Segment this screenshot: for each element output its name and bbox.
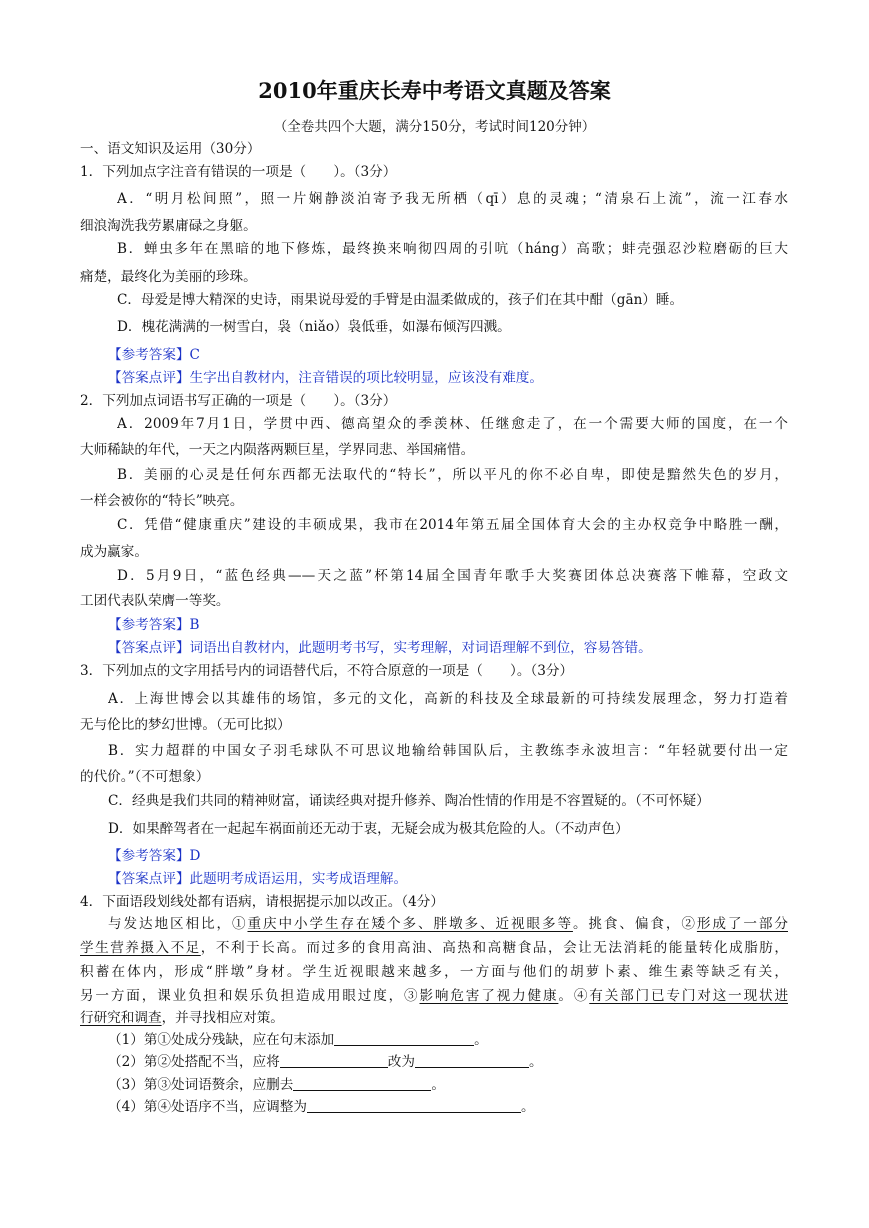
q4-passage-line1: 与发达地区相比，①重庆中小学生存在矮个多、胖墩多、近视眼多等。挑食、偏食，②形成了一部分 (108, 916, 788, 932)
q3-stem: 3．下列加点的文字用括号内的词语替代后，不符合原意的一项是（ ）。（3分） (80, 663, 574, 679)
answer-blank-3[interactable] (293, 1076, 431, 1091)
underlined-error-4a: 有关部门已专门对这一现状进 (589, 988, 788, 1004)
page-subtitle: （全卷共四个大题，满分150分，考试时间120分钟） (273, 119, 596, 135)
q2-option-c-line2: 成为赢家。 (80, 544, 148, 560)
q4-sub2: （2）第②处搭配不当，应将 改为 。 (108, 1054, 543, 1070)
q2-answer: 【参考答案】B (108, 617, 200, 633)
q1-option-a-line2: 细浪淘洗我劳累庸碌之身躯。 (80, 218, 257, 234)
underlined-error-2b: 学生营养摄入不足 (80, 940, 201, 956)
q2-option-a-line1: A．2009年7月1日，学贯中西、德高望众的季羡林、任继愈走了，在一个需要大师的国度，在一个 (117, 416, 788, 432)
answer-blank-1[interactable] (334, 1031, 474, 1046)
underlined-error-1: 重庆中小学生存在矮个多、胖墩多、近视眼多等 (247, 916, 573, 932)
q1-option-c: C．母爱是博大精深的史诗，雨果说母爱的手臂是由温柔做成的，孩子们在其中酣（gān）睡。 (117, 292, 684, 308)
q4-stem: 4．下面语段划线处都有语病，请根据提示加以改正。（4分） (80, 894, 444, 910)
q3-option-b-line2: 的代价。”（不可想象） (80, 769, 210, 785)
q3-answer: 【参考答案】D (108, 848, 201, 864)
q1-option-d: D．槐花满满的一树雪白，袅（niǎo）袅低垂，如瀑布倾泻四溅。 (117, 319, 511, 335)
q3-option-d: D．如果醉驾者在一起起车祸面前还无动于衷，无疑会成为极其危险的人。（不动声色） (108, 821, 629, 837)
q2-option-d-line2: 工团代表队荣膺一等奖。 (80, 593, 230, 609)
q3-option-a-line1: A．上海世博会以其雄伟的场馆，多元的文化，高新的科技及全球最新的可持续发展理念，努力打造着 (108, 691, 788, 707)
answer-blank-2b[interactable] (415, 1053, 529, 1068)
q4-sub1: （1）第①处成分残缺，应在句末添加 。 (108, 1032, 488, 1048)
answer-blank-2a[interactable] (280, 1053, 388, 1068)
q4-sub4: （4）第④处语序不当，应调整为 。 (108, 1099, 535, 1115)
answer-blank-4[interactable] (307, 1098, 521, 1113)
q4-passage-line4: 另一方面，课业负担和娱乐负担造成用眼过度，③影响危害了视力健康。④有关部门已专门对这一现状进 (80, 988, 788, 1004)
q3-option-b-line1: B．实力超群的中国女子羽毛球队不可思议地输给韩国队后，主教练李永波坦言：“年轻就要付出一定 (108, 743, 788, 759)
underlined-error-2a: 形成了一部分 (696, 916, 788, 932)
underlined-error-3: 影响危害了视力健康 (419, 988, 559, 1004)
q1-option-b-line1: B．蝉虫多年在黑暗的地下修炼，最终换来响彻四周的引吭（háng）高歌；蚌壳强忍沙粒磨砺的巨大 (117, 241, 788, 257)
q4-passage-line2: 学生营养摄入不足，不利于长高。而过多的食用高油、高热和高糖食品，会让无法消耗的能量转化成脂肪， (80, 940, 788, 956)
q1-option-b-line2: 痛楚，最终化为美丽的珍珠。 (80, 269, 257, 285)
section-heading: 一、语文知识及运用（30分） (80, 141, 261, 157)
q1-option-a-line1: A．“明月松间照”，照一片娴静淡泊寄予我无所栖（qī）息的灵魂；“清泉石上流”，流一江春水 (117, 191, 788, 207)
q2-option-b-line1: B．美丽的心灵是任何东西都无法取代的“特长”，所以平凡的你不必自卑，即使是黯然失色的岁月， (117, 467, 788, 483)
page-title: 2010年重庆长寿中考语文真题及答案 (258, 78, 611, 103)
q1-comment: 【答案点评】生字出自教材内，注音错误的项比较明显，应该没有难度。 (108, 370, 543, 386)
q2-option-d-line1: D．5月9日，“蓝色经典——天之蓝”杯第14届全国青年歌手大奖赛团体总决赛落下帷幕，空政文 (117, 568, 788, 584)
q4-sub3: （3）第③处词语赘余，应删去 。 (108, 1077, 445, 1093)
underlined-error-4b: 行研究和调查 (80, 1010, 162, 1026)
q2-option-b-line2: 一样会被你的“特长”映亮。 (80, 493, 244, 509)
q2-comment: 【答案点评】词语出自教材内，此题明考书写，实考理解，对词语理解不到位，容易答错。 (108, 640, 652, 656)
q1-answer: 【参考答案】C (108, 347, 200, 363)
q3-option-c: C．经典是我们共同的精神财富，诵读经典对提升修养、陶冶性情的作用是不容置疑的。（不可怀疑） (108, 793, 710, 809)
q2-option-a-line2: 大师稀缺的年代，一天之内陨落两颗巨星，学界同悲、举国痛惜。 (80, 442, 475, 458)
q2-option-c-line1: C．凭借“健康重庆”建设的丰硕成果，我市在2014年第五届全国体育大会的主办权竞争中略胜一酬， (117, 517, 788, 533)
q4-passage-line3: 积蓄在体内，形成“胖墩”身材。学生近视眼越来越多，一方面与他们的胡萝卜素、维生素等缺乏有关， (80, 964, 788, 980)
q1-stem: 1．下列加点字注音有错误的一项是（ ）。（3分） (80, 164, 397, 180)
q3-option-a-line2: 无与伦比的梦幻世博。（无可比拟） (80, 717, 291, 733)
q2-stem: 2．下列加点词语书写正确的一项是（ ）。（3分） (80, 393, 397, 409)
q3-comment: 【答案点评】此题明考成语运用，实考成语理解。 (108, 871, 408, 887)
q4-passage-line5: 行研究和调查，并寻找相应对策。 (80, 1010, 284, 1026)
